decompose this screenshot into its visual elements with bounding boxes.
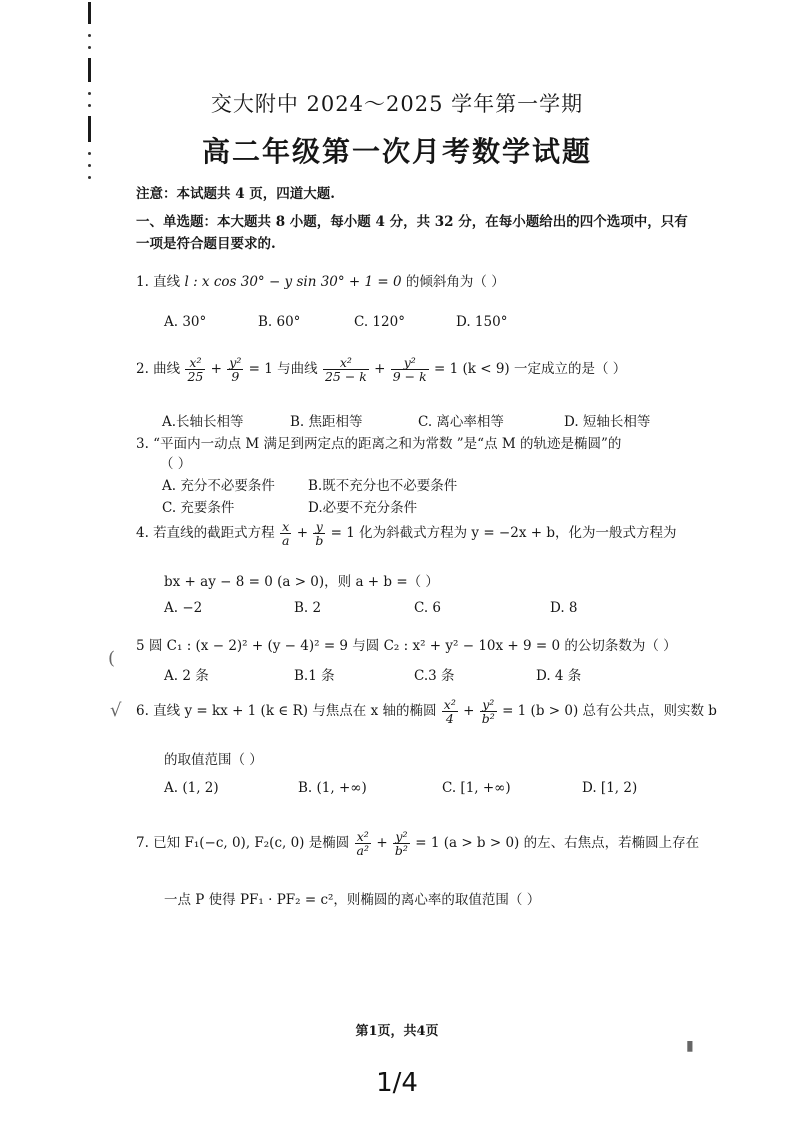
q5-option-d: D. 4 条 xyxy=(536,668,582,684)
question-7-line2: 一点 P 使得 PF₁ · PF₂ = c²，则椭圆的离心率的取值范围（ ） xyxy=(164,892,541,908)
pencil-mark: ( xyxy=(108,648,116,669)
q6-option-d: D. [1, 2) xyxy=(582,780,638,796)
q5-option-a: A. 2 条 xyxy=(164,668,209,684)
q1-option-d: D. 150° xyxy=(456,314,508,330)
question-7: 7. 已知 F₁(−c, 0), F₂(c, 0) 是椭圆 $\frac{\text{x²}}{\text{a²}}$ + $\frac{\text{y²}}{\text{b²}}$ = 1 (a > b > 0) 的左、右焦点，若椭圆上存在 xyxy=(136,829,700,859)
question-6-line2: 的取值范围（ ） xyxy=(164,752,263,768)
fraction: $\frac{\text{y²}}{9}$ xyxy=(229,355,242,385)
q6-option-a: A. (1, 2) xyxy=(164,780,219,796)
exam-title: 高二年级第一次月考数学试题 xyxy=(201,135,592,168)
q1-option-a: A. 30° xyxy=(164,314,207,330)
fraction: $\frac{y}{b}$ xyxy=(315,519,324,549)
fraction: $\frac{\text{x²}}{25 - k}$ xyxy=(324,355,367,385)
fraction: $\frac{\text{y²}}{\text{b²}}$ xyxy=(481,697,495,727)
q3-option-d: D.必要不充分条件 xyxy=(308,500,418,516)
fraction: $\frac{\text{y²}}{9 - k}$ xyxy=(392,355,427,385)
q3-option-c: C. 充要条件 xyxy=(162,500,235,516)
section1-line2: 一项是符合题目要求的. xyxy=(136,236,276,252)
question-1: 1. 直线 l : x cos 30° − y sin 30° + 1 = 0 的倾斜角为（ ） xyxy=(136,274,505,290)
question-3-line1: 3. “平面内一动点 M 满足到两定点的距离之和为常数 ”是“点 M 的轨迹是椭圆”的 xyxy=(136,436,622,452)
q2-option-b: B. 焦距相等 xyxy=(290,414,363,430)
q5-option-b: B.1 条 xyxy=(294,668,335,684)
q2-option-d: D. 短轴长相等 xyxy=(564,414,651,430)
page-indicator: 1/4 xyxy=(376,1068,418,1098)
fraction: $\frac{\text{x²}}{4}$ xyxy=(443,697,456,727)
fraction: $\frac{\text{x²}}{\text{a²}}$ xyxy=(356,829,370,859)
q4-option-a: A. −2 xyxy=(164,600,203,616)
scan-artifact: ▮ xyxy=(686,1038,694,1054)
q2-option-c: C. 离心率相等 xyxy=(418,414,504,430)
question-4-line2: bx + ay − 8 = 0 (a > 0)，则 a + b =（ ） xyxy=(164,574,439,590)
question-6: 6. 直线 y = kx + 1 (k ∈ R) 与焦点在 x 轴的椭圆 $\frac{\text{x²}}{4}$ + $\frac{\text{y²}}{\text{b²}}$ = 1 (b > 0) 总有公共点，则实数 b xyxy=(136,697,717,727)
school-term-title: 交大附中 2024～2025 学年第一学期 xyxy=(210,92,584,116)
q1-option-b: B. 60° xyxy=(258,314,301,330)
page-footer: 第1页，共4页 xyxy=(355,1024,439,1039)
question-2: 2. 曲线 $\frac{\text{x²}}{25}$ + $\frac{\text{y²}}{9}$ = 1 与曲线 $\frac{\text{x²}}{25 - k}$ + $\frac{\text{y²}}{9 - k}$ = 1 (k < 9) 一定成立的是（ ） xyxy=(136,355,627,385)
q4-option-c: C. 6 xyxy=(414,600,442,616)
fraction: $\frac{\text{x²}}{25}$ xyxy=(187,355,204,385)
question-4: 4. 若直线的截距式方程 $\frac{x}{a}$ + $\frac{y}{b}$ = 1 化为斜截式方程为 y = −2x + b，化为一般式方程为 xyxy=(136,519,677,549)
q3-option-a: A. 充分不必要条件 xyxy=(162,478,275,494)
question-5: 5 圆 C₁ : (x − 2)² + (y − 4)² = 9 与圆 C₂ : x² + y² − 10x + 9 = 0 的公切条数为（ ） xyxy=(136,638,677,654)
fraction: $\frac{\text{y²}}{\text{b²}}$ xyxy=(394,829,408,859)
q6-option-c: C. [1, +∞) xyxy=(442,780,511,796)
q6-option-b: B. (1, +∞) xyxy=(298,780,367,796)
question-3-line2: （ ） xyxy=(160,456,192,472)
pencil-mark: √ xyxy=(110,700,122,721)
q2-option-a: A.长轴长相等 xyxy=(162,414,244,430)
section1-line1: 一、单选题：本大题共 8 小题，每小题 4 分，共 32 分，在每小题给出的四个选项中，只有 xyxy=(136,214,688,230)
fraction: $\frac{x}{a}$ xyxy=(281,519,290,549)
q1-option-c: C. 120° xyxy=(354,314,405,330)
q5-option-c: C.3 条 xyxy=(414,668,455,684)
notice: 注意：本试题共 4 页，四道大题. xyxy=(136,186,335,202)
q3-option-b: B.既不充分也不必要条件 xyxy=(308,478,458,494)
q4-option-b: B. 2 xyxy=(294,600,322,616)
q4-option-d: D. 8 xyxy=(550,600,578,616)
